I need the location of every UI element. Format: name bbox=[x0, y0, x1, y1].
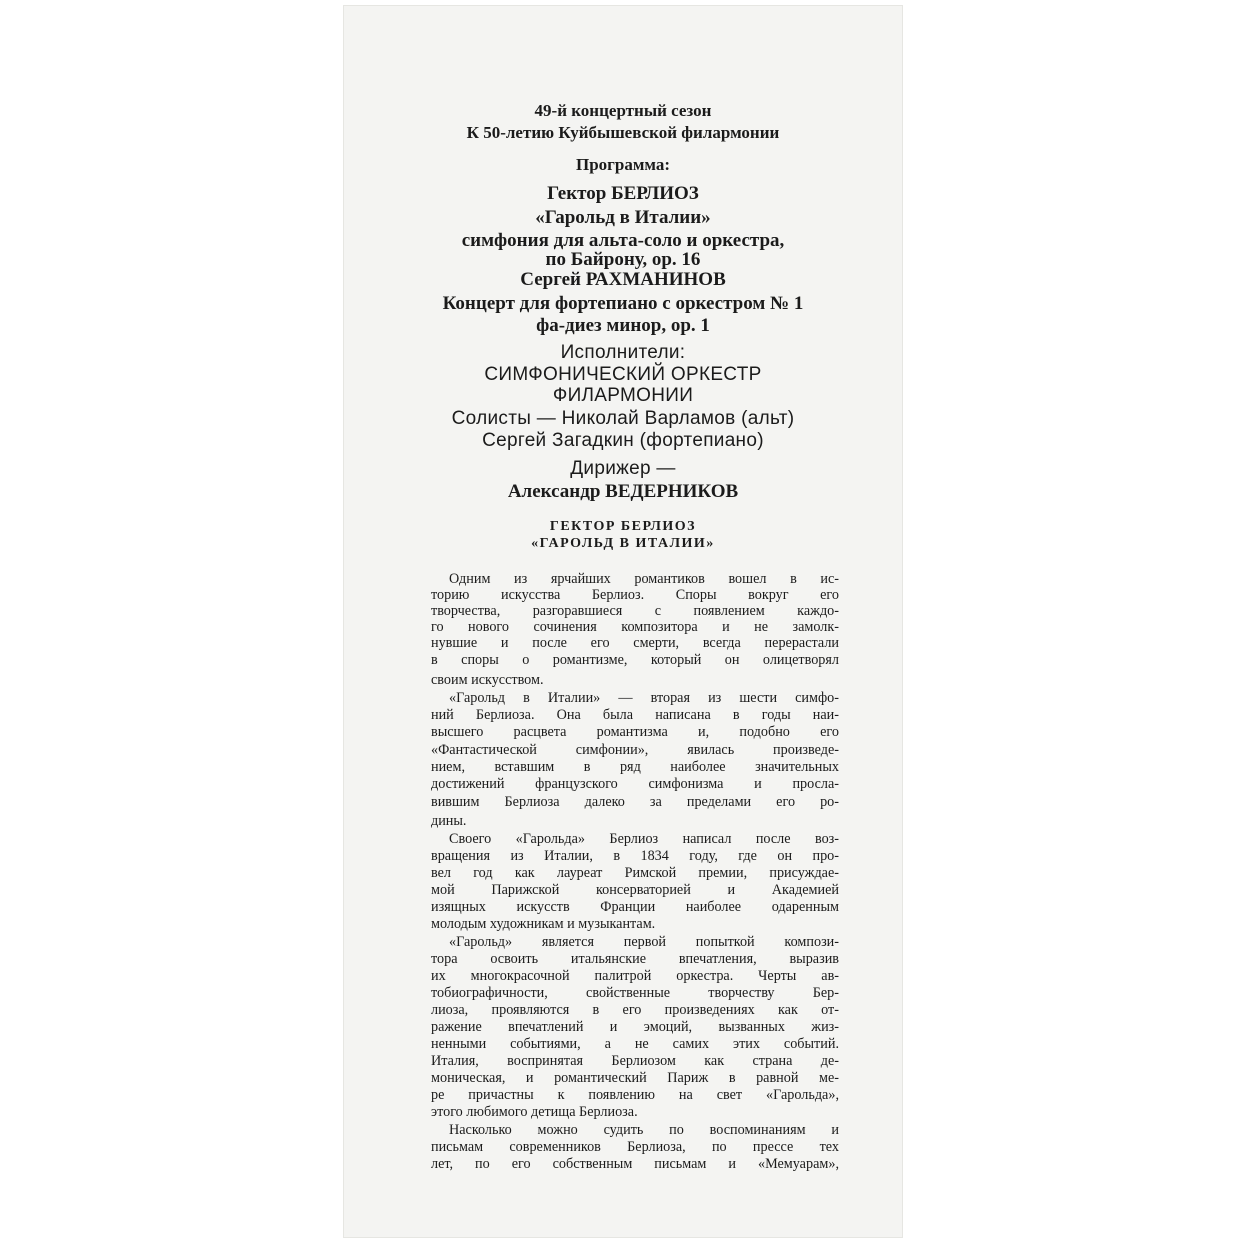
article-line: в споры о романтизме, который он олицетворял bbox=[431, 652, 839, 668]
article-line: нувшие и после его смерти, всегда перерастали bbox=[431, 635, 839, 651]
article-line: моническая, и романтический Париж в равной ме- bbox=[431, 1070, 839, 1086]
program-line: фа-диез минор, ор. 1 bbox=[536, 315, 710, 336]
performers-label: Исполнители: bbox=[560, 342, 686, 363]
program-sheet bbox=[343, 5, 903, 1238]
article-line: мой Парижской консерваторией и Академией bbox=[431, 882, 839, 898]
article-line: Италия, воспринятая Берлиозом как страна де- bbox=[431, 1053, 839, 1069]
article-line: дины. bbox=[431, 813, 467, 829]
article-line: лиоза, проявляются в его произведениях как от- bbox=[431, 1002, 839, 1018]
article-line: Насколько можно судить по воспоминаниям и bbox=[449, 1122, 839, 1138]
conductor-name: Александр ВЕДЕРНИКОВ bbox=[507, 481, 739, 502]
article-line: нием, вставшим в ряд наиболее значительных bbox=[431, 759, 839, 775]
program-line: по Байрону, ор. 16 bbox=[545, 249, 701, 270]
article-line: высшего расцвета романтизма и, подобно его bbox=[431, 724, 839, 740]
article-line: тора освоить итальянские впечатления, выразив bbox=[431, 951, 839, 967]
article-line: письмам современников Берлиоза, по прессе тех bbox=[431, 1139, 839, 1155]
article-line: ненными событиями, а не самих этих событий. bbox=[431, 1036, 839, 1052]
program-line: Гектор БЕРЛИОЗ bbox=[547, 183, 699, 204]
article-line: ражение впечатлений и эмоций, вызванных жиз- bbox=[431, 1019, 839, 1035]
article-line: их многокрасочной палитрой оркестра. Черты ав- bbox=[431, 968, 839, 984]
article-line: ре причастны к появлению на свет «Гарольда», bbox=[431, 1087, 839, 1103]
section-title: ГЕКТОР БЕРЛИОЗ bbox=[549, 519, 697, 534]
season-line: 49-й концертный сезон bbox=[534, 101, 712, 120]
program-line: Сергей РАХМАНИНОВ bbox=[520, 269, 726, 290]
article-line: творчества, разгоравшиеся с появлением каждо- bbox=[431, 603, 839, 619]
article-line: Своего «Гарольда» Берлиоз написал после воз- bbox=[449, 831, 839, 847]
program-line: симфония для альта-соло и оркестра, bbox=[461, 230, 785, 251]
article-line: тобиографичности, свойственные творчеству Бер- bbox=[431, 985, 839, 1001]
program-line: Концерт для фортепиано с оркестром № 1 bbox=[442, 293, 804, 314]
soloists-line: Солисты — Николай Варламов (альт) bbox=[451, 408, 795, 429]
anniversary-line: К 50-летию Куйбышевской филармонии bbox=[466, 123, 780, 142]
conductor-label: Дирижер — bbox=[570, 458, 676, 479]
article-line: вращения из Италии, в 1834 году, где он про- bbox=[431, 848, 839, 864]
article-line: изящных искусств Франции наиболее одаренным bbox=[431, 899, 839, 915]
article-line: этого любимого детища Берлиоза. bbox=[431, 1104, 638, 1120]
soloists-line: Сергей Загадкин (фортепиано) bbox=[482, 430, 764, 451]
program-line: «Гарольд в Италии» bbox=[535, 207, 711, 228]
article-line: «Гарольд в Италии» — вторая из шести симфо- bbox=[449, 690, 839, 706]
article-line: го нового сочинения композитора и не замолк- bbox=[431, 619, 839, 635]
orchestra-line: ФИЛАРМОНИИ bbox=[552, 385, 694, 406]
article-line: «Гарольд» является первой попыткой компози- bbox=[449, 934, 839, 950]
article-line: торию искусства Берлиоз. Споры вокруг его bbox=[431, 587, 839, 603]
article-line: молодым художникам и музыкантам. bbox=[431, 916, 656, 932]
article-line: ний Берлиоза. Она была написана в годы наи- bbox=[431, 707, 839, 723]
article-line: «Фантастической симфонии», явилась произведе- bbox=[431, 742, 839, 758]
article-line: вившим Берлиоза далеко за пределами его ро- bbox=[431, 794, 839, 810]
program-label: Программа: bbox=[575, 155, 671, 174]
article-line: Одним из ярчайших романтиков вошел в ис- bbox=[449, 571, 839, 587]
article-line: лет, по его собственным письмам и «Мемуарам», bbox=[431, 1156, 839, 1172]
article-line: вел год как лауреат Римской премии, присуждае- bbox=[431, 865, 839, 881]
article-line: достижений французского симфонизма и просла- bbox=[431, 776, 839, 792]
orchestra-line: СИМФОНИЧЕСКИЙ ОРКЕСТР bbox=[484, 364, 762, 385]
article-line: своим искусством. bbox=[431, 672, 544, 688]
section-title: «ГАРОЛЬД В ИТАЛИИ» bbox=[531, 536, 715, 551]
